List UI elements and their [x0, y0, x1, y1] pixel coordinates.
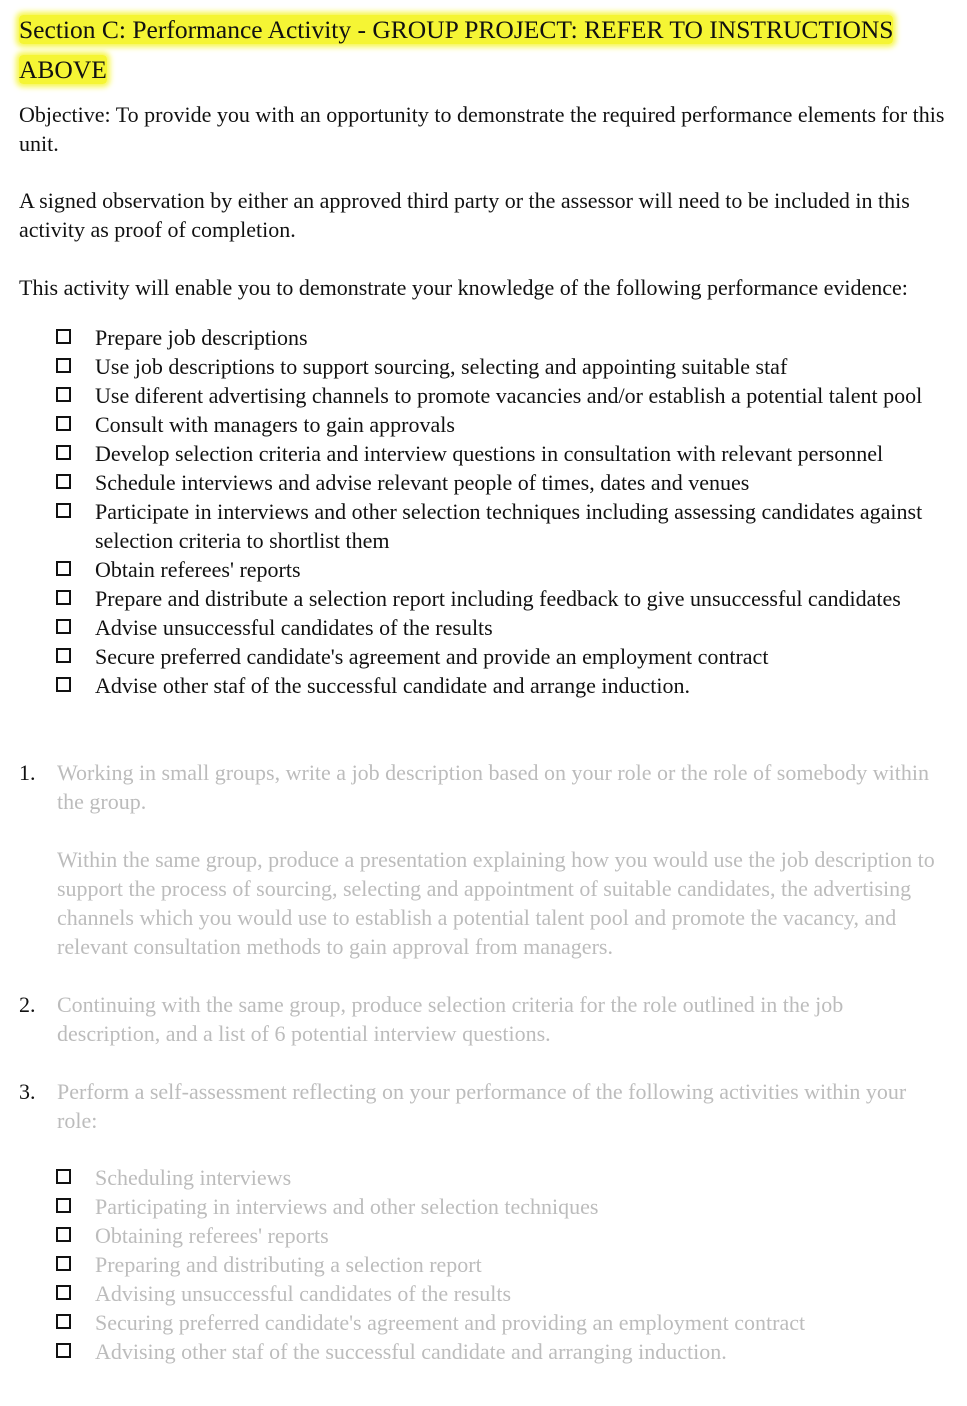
evidence-item: Consult with managers to gain approvals [56, 410, 961, 439]
self-assessment-item: Participating in interviews and other selection techniques [56, 1192, 961, 1221]
task-number: 1. [19, 760, 36, 785]
checkbox-icon[interactable] [56, 416, 71, 431]
checkbox-icon[interactable] [56, 1169, 71, 1184]
evidence-item: Advise other staf of the successful candidate and arrange induction. [56, 671, 961, 700]
checkbox-icon[interactable] [56, 387, 71, 402]
self-assessment-checklist [56, 1163, 961, 1366]
observation-paragraph: A signed observation by either an approved third party or the assessor will need to be included in this activity as proof of completion. [19, 188, 910, 242]
evidence-intro: This activity will enable you to demonstrate your knowledge of the following performance evidence: [19, 275, 908, 300]
evidence-item: Participate in interviews and other selection techniques including assessing candidates against selection criteria to shortlist them [56, 497, 961, 555]
checkbox-icon[interactable] [56, 445, 71, 460]
task-text: Perform a self-assessment reflecting on your performance of the following activities within your role: [57, 1079, 907, 1133]
checkbox-icon[interactable] [56, 1314, 71, 1329]
evidence-item: Schedule interviews and advise relevant people of times, dates and venues [56, 468, 961, 497]
self-assessment-item: Securing preferred candidate's agreement and providing an employment contract [56, 1308, 961, 1337]
evidence-item: Obtain referees' reports [56, 555, 961, 584]
evidence-item: Prepare and distribute a selection report including feedback to give unsuccessful candidates [56, 584, 961, 613]
section-heading-line1: Section C: Performance Activity - GROUP PROJECT: REFER TO INSTRUCTIONS [19, 15, 894, 44]
self-assessment-item: Advising unsuccessful candidates of the results [56, 1279, 961, 1308]
checkbox-icon[interactable] [56, 1343, 71, 1358]
checkbox-icon[interactable] [56, 1285, 71, 1300]
checkbox-icon[interactable] [56, 329, 71, 344]
checkbox-icon[interactable] [56, 1198, 71, 1213]
checkbox-icon[interactable] [56, 358, 71, 373]
section-heading-line2: ABOVE [19, 55, 107, 84]
self-assessment-item: Advising other staf of the successful candidate and arranging induction. [56, 1337, 961, 1366]
task-text: Continuing with the same group, produce selection criteria for the role outlined in the job description, and a list of 6 potential interview questions. [57, 992, 844, 1046]
checkbox-icon[interactable] [56, 590, 71, 605]
evidence-item: Prepare job descriptions [56, 323, 961, 352]
evidence-item: Secure preferred candidate's agreement and provide an employment contract [56, 642, 961, 671]
objective-paragraph: Objective: To provide you with an opportunity to demonstrate the required performance elements for this unit. [19, 102, 945, 156]
evidence-item: Use diferent advertising channels to promote vacancies and/or establish a potential talent pool [56, 381, 961, 410]
checkbox-icon[interactable] [56, 1256, 71, 1271]
task-number: 3. [19, 1079, 36, 1104]
self-assessment-item: Obtaining referees' reports [56, 1221, 961, 1250]
self-assessment-item: Scheduling interviews [56, 1163, 961, 1192]
checkbox-icon[interactable] [56, 648, 71, 663]
task-text-continued: Within the same group, produce a presentation explaining how you would use the job description to support the process of sourcing, selecting and appointment of suitable candidates, the advertising channels which you would use to establish a potential talent pool and promote the vacancy, and relevant consultation methods to gain approval from managers. [57, 847, 935, 959]
section-heading-line2-wrap [19, 50, 107, 90]
evidence-item: Develop selection criteria and interview questions in consultation with relevant personnel [56, 439, 961, 468]
section-heading [19, 10, 967, 50]
checkbox-icon[interactable] [56, 1227, 71, 1242]
evidence-checklist [56, 323, 961, 700]
checkbox-icon[interactable] [56, 677, 71, 692]
self-assessment-item: Preparing and distributing a selection report [56, 1250, 961, 1279]
checkbox-icon[interactable] [56, 619, 71, 634]
task-text: Working in small groups, write a job description based on your role or the role of somebody within the group. [57, 760, 929, 814]
evidence-item: Advise unsuccessful candidates of the results [56, 613, 961, 642]
checkbox-icon[interactable] [56, 503, 71, 518]
checkbox-icon[interactable] [56, 561, 71, 576]
task-number: 2. [19, 992, 36, 1017]
checkbox-icon[interactable] [56, 474, 71, 489]
evidence-item: Use job descriptions to support sourcing, selecting and appointing suitable staf [56, 352, 961, 381]
